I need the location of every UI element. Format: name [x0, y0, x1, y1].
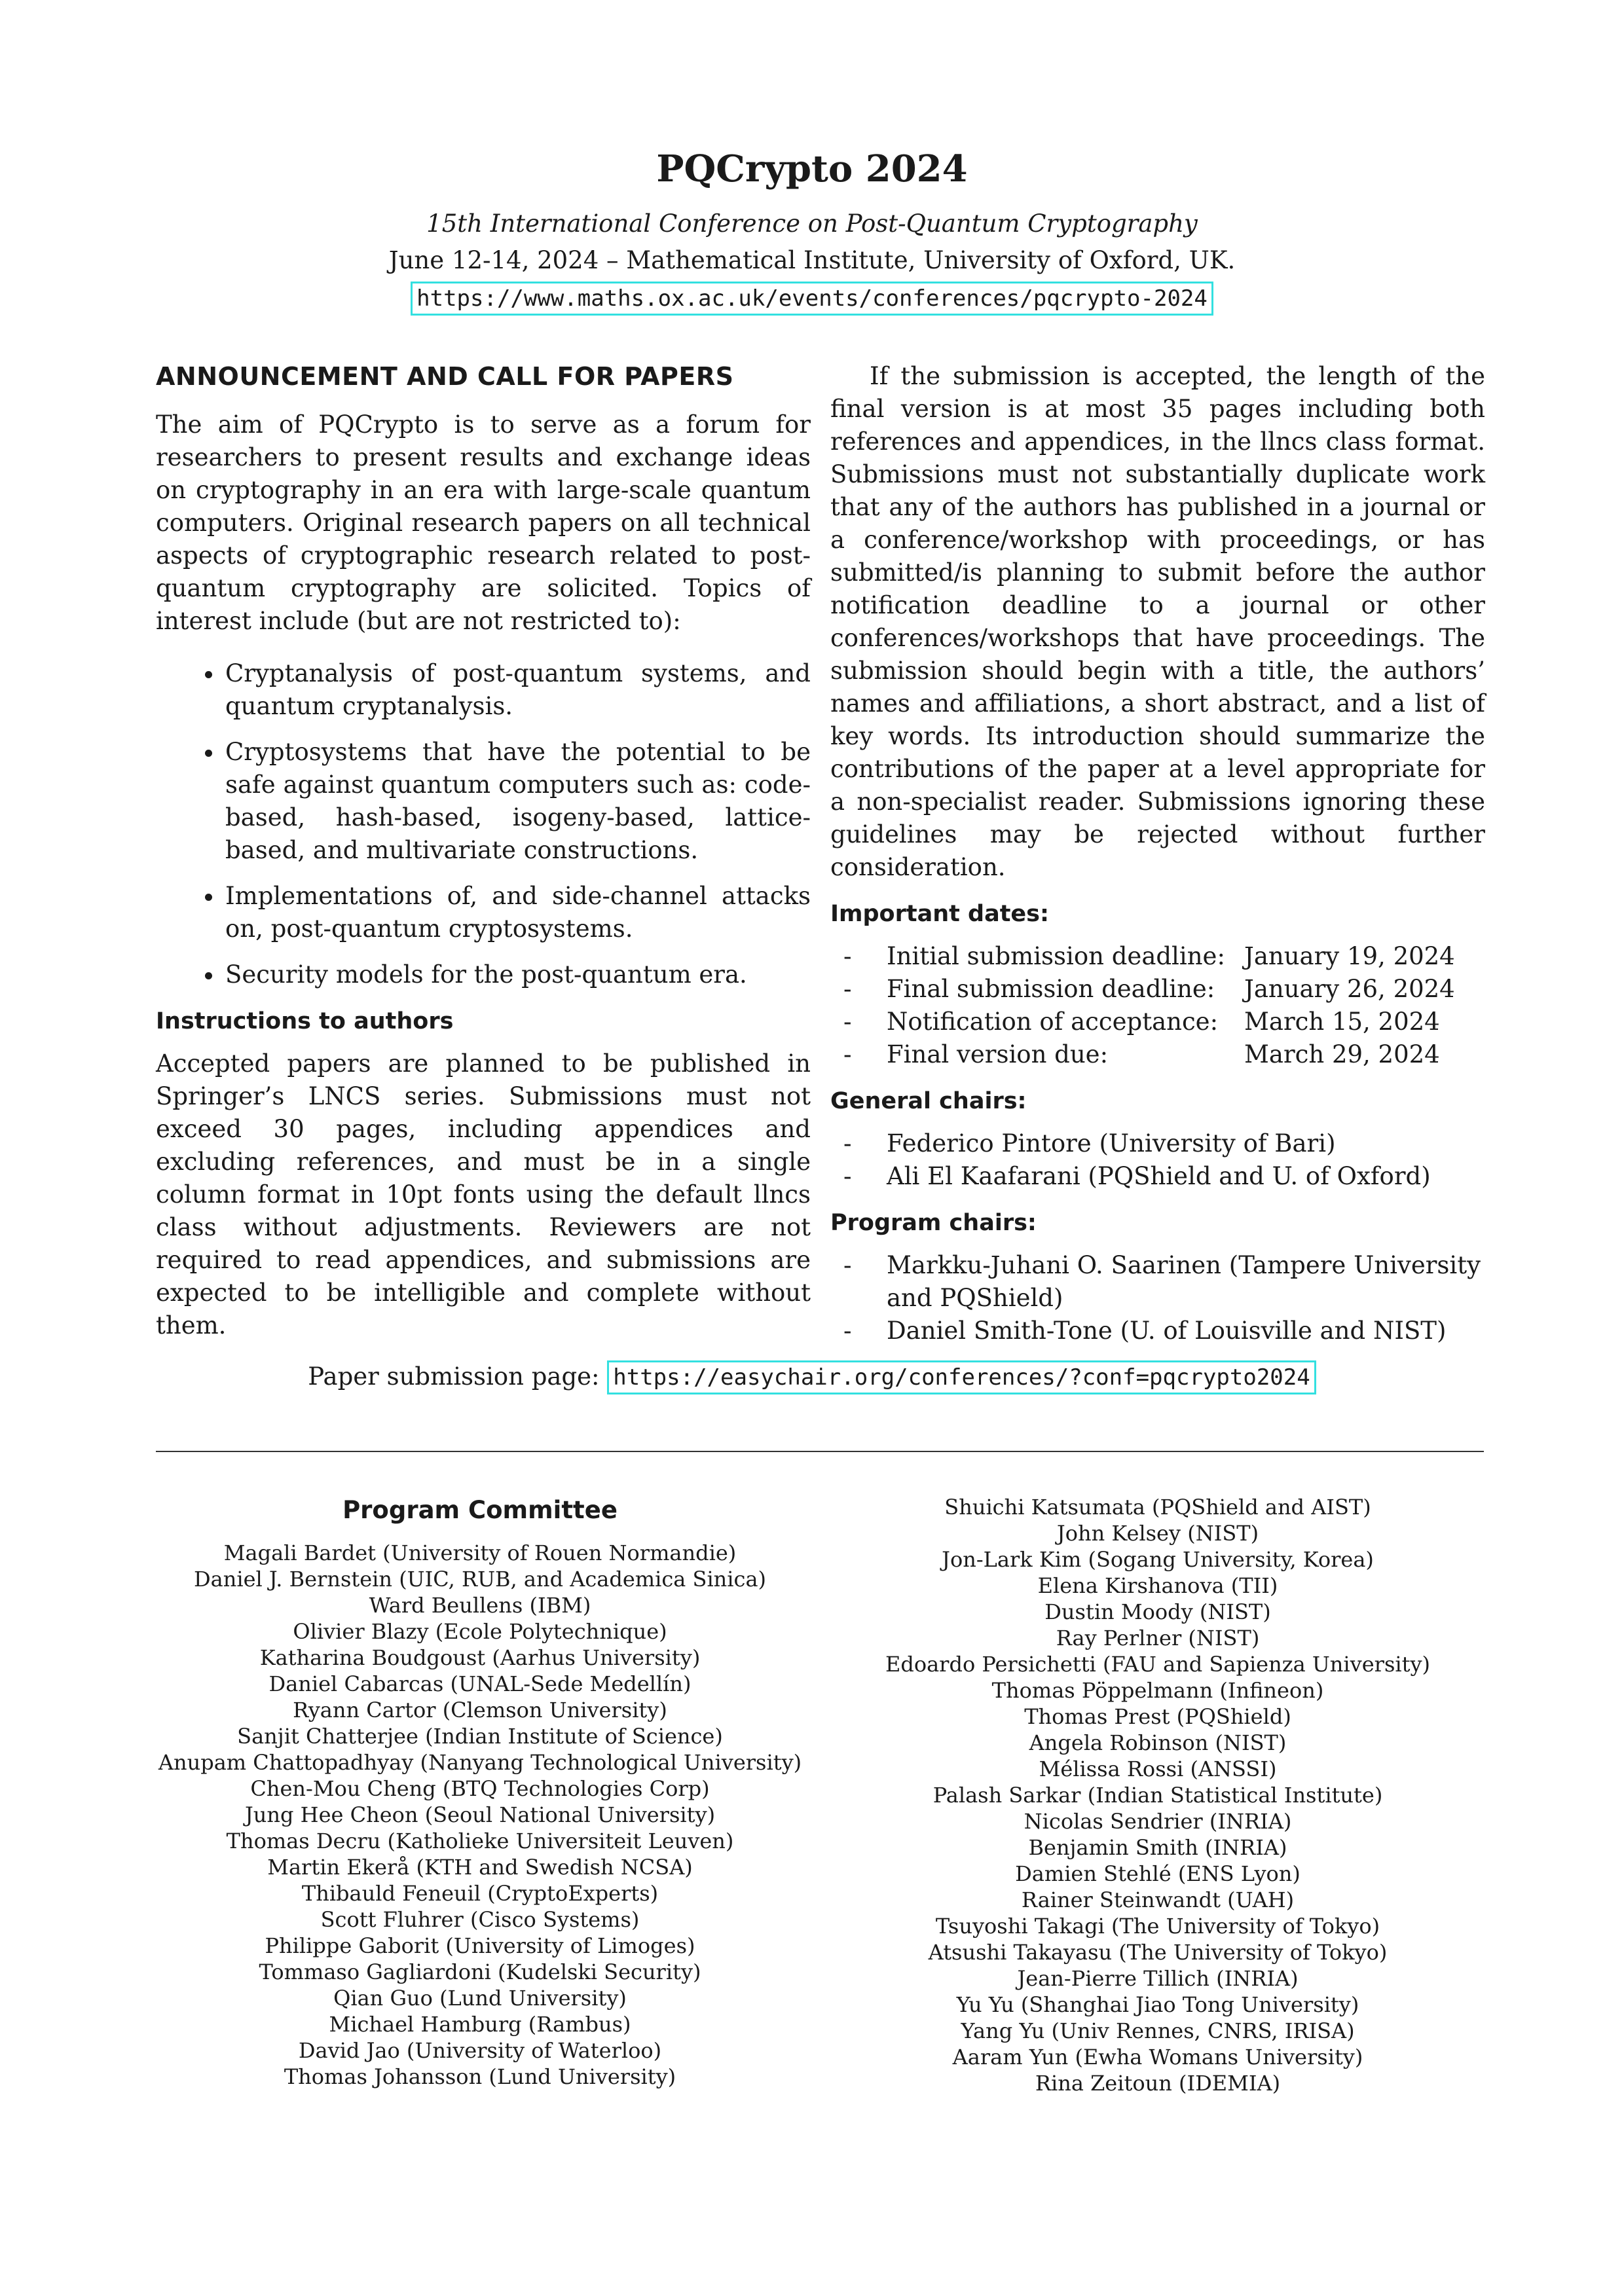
announcement-intro: The aim of PQCrypto is to serve as a forum for researchers to present results and exchange ideas on cryptography in an era with large-scale quantum computers. Original research papers on all technical aspects of cryptographic research related to post-quantum cryptography are solicited. Topics of interest include (but are not restricted to):	[156, 410, 811, 635]
committee-member: Palash Sarkar (Indian Statistical Institute)	[932, 1783, 1383, 1808]
general-chair-item: - Ali El Kaafarani (PQShield and U. of Oxford)	[843, 1162, 1431, 1190]
committee-heading: Program Committee	[342, 1496, 618, 1524]
committee-member: Angela Robinson (NIST)	[1029, 1730, 1287, 1755]
date-value: January 26, 2024	[1244, 975, 1455, 1003]
committee-member: Elena Kirshanova (TII)	[1037, 1573, 1278, 1598]
committee-right-list	[830, 1494, 1485, 2096]
date-label: Initial submission deadline:	[887, 942, 1225, 970]
committee-member: Atsushi Takayasu (The University of Tokyo)	[928, 1940, 1388, 1965]
program-chair-item: - Daniel Smith-Tone (U. of Louisville and NIST)	[843, 1317, 1447, 1345]
general-chair-item: - Federico Pintore (University of Bari)	[843, 1129, 1336, 1157]
committee-member: Michael Hamburg (Rambus)	[329, 2012, 631, 2037]
committee-member: Daniel J. Bernstein (UIC, RUB, and Academica Sinica)	[193, 1567, 766, 1592]
committee-member: Tommaso Gagliardoni (Kudelski Security)	[259, 1959, 701, 1984]
dates-heading: Important dates:	[830, 901, 1050, 927]
conference-dateline: June 12-14, 2024 – Mathematical Institute, University of Oxford, UK.	[388, 246, 1236, 274]
date-label: Notification of acceptance:	[887, 1008, 1219, 1036]
right-column	[830, 360, 1485, 1347]
topic-item: • Implementations of, and side-channel attacks on, post-quantum cryptosystems.	[224, 880, 811, 945]
topic-item: • Cryptanalysis of post-quantum systems, and quantum cryptanalysis.	[224, 657, 811, 723]
committee-member: Thomas Johansson (Lund University)	[284, 2064, 676, 2089]
committee-member: Rainer Steinwandt (UAH)	[1021, 1887, 1295, 1912]
committee-member: Thibauld Feneuil (CryptoExperts)	[301, 1881, 659, 1906]
submission-url-link[interactable]: https://easychair.org/conferences/?conf=pqcrypto2024	[607, 1360, 1316, 1394]
instructions-paragraph-1: Accepted papers are planned to be published in Springer’s LNCS series. Submissions must not exceed 30 pages, including appendices and excluding references, and must be in a single column format in 10pt fonts using the default llncs class without adjustments. Reviewers are not required to read appendices, and submissions are expected to be intelligible and complete without them.	[156, 1049, 811, 1339]
committee-member: Martin Ekerå (KTH and Swedish NCSA)	[267, 1855, 693, 1880]
date-row: - Final version due: March 29, 2024	[843, 1038, 1455, 1071]
committee-member: Jean-Pierre Tillich (INRIA)	[1017, 1966, 1299, 1991]
committee-member: Anupam Chattopadhyay (Nanyang Technological University)	[158, 1750, 802, 1775]
committee-member: John Kelsey (NIST)	[1056, 1521, 1259, 1546]
program-chairs-list	[830, 1249, 1485, 1347]
topic-item: • Security models for the post-quantum era.	[224, 958, 811, 991]
left-column	[156, 360, 811, 1342]
committee-member: Sanjit Chatterjee (Indian Institute of Science)	[237, 1724, 723, 1749]
header	[0, 143, 1624, 321]
date-label: Final version due:	[887, 1040, 1109, 1068]
committee-member: Thomas Prest (PQShield)	[1024, 1704, 1291, 1729]
conference-url-link[interactable]: https://www.maths.ox.ac.uk/events/conferences/pqcrypto-2024	[411, 282, 1213, 316]
committee-member: Olivier Blazy (Ecole Polytechnique)	[293, 1619, 667, 1644]
topic-item: • Cryptosystems that have the potential to be safe against quantum computers such as: code-based, hash-based, isogeny-based, lattice-based, and multivariate constructions.	[224, 736, 811, 867]
date-value: January 19, 2024	[1244, 942, 1455, 970]
instructions-heading: Instructions to authors	[156, 1008, 454, 1034]
committee-member: Scott Fluhrer (Cisco Systems)	[320, 1907, 640, 1932]
committee-member: Qian Guo (Lund University)	[333, 1986, 627, 2011]
committee-member: Damien Stehlé (ENS Lyon)	[1015, 1861, 1301, 1886]
committee-member: Aaram Yun (Ewha Womans University)	[952, 2045, 1363, 2069]
committee-member: Ryann Cartor (Clemson University)	[293, 1698, 667, 1722]
committee-member: David Jao (University of Waterloo)	[298, 2038, 662, 2063]
committee-member: Edoardo Persichetti (FAU and Sapienza University)	[885, 1652, 1431, 1677]
committee-member: Chen-Mou Cheng (BTQ Technologies Corp)	[250, 1776, 710, 1801]
instructions-paragraph-2: If the submission is accepted, the length of the final version is at most 35 pages including both references and appendices, in the llncs class format. Submissions must not substantially duplicate work that any of the authors has published in a journal or a conference/workshop with proceedings, or has submitted/is planning to submit before the author notification deadline to a journal or other conferences/workshops that have proceedings. The submission should begin with a title, the authors’ names and affiliations, a short abstract, and a list of key words. Its introduction should summarize the contributions of the paper at a level appropriate for a non-specialist reader. Submissions ignoring these guidelines may be rejected without further consideration.	[830, 362, 1485, 881]
date-row: - Initial submission deadline: January 19, 2024	[843, 940, 1455, 973]
committee-member: Yu Yu (Shanghai Jiao Tong University)	[956, 1992, 1359, 2017]
date-row: - Final submission deadline: January 26, 2024	[843, 973, 1455, 1006]
committee-member: Shuichi Katsumata (PQShield and AIST)	[944, 1495, 1371, 1520]
committee-member: Dustin Moody (NIST)	[1044, 1599, 1271, 1624]
committee-member: Ward Beullens (IBM)	[369, 1593, 591, 1618]
date-row: - Notification of acceptance: March 15, 2024	[843, 1006, 1455, 1038]
committee-member: Yang Yu (Univ Rennes, CNRS, IRISA)	[961, 2018, 1355, 2043]
committee-member: Tsuyoshi Takagi (The University of Tokyo)	[935, 1914, 1380, 1939]
committee-left-list	[156, 1540, 804, 2090]
submission-line	[0, 1358, 1624, 1395]
date-value: March 15, 2024	[1244, 1008, 1440, 1036]
committee-member: Philippe Gaborit (University of Limoges)	[265, 1933, 695, 1958]
program-chair-item: - Markku-Juhani O. Saarinen (Tampere University and PQShield)	[843, 1251, 1481, 1312]
committee-member: Ray Perlner (NIST)	[1056, 1626, 1260, 1650]
general-chairs-heading: General chairs:	[830, 1088, 1027, 1114]
date-label: Final submission deadline:	[887, 975, 1215, 1003]
committee-member: Katharina Boudgoust (Aarhus University)	[259, 1645, 701, 1670]
announcement-heading: ANNOUNCEMENT AND CALL FOR PAPERS	[156, 362, 734, 391]
committee-member: Magali Bardet (University of Rouen Normandie)	[223, 1540, 737, 1565]
committee-member: Thomas Decru (Katholieke Universiteit Leuven)	[226, 1829, 734, 1853]
conference-title: PQCrypto 2024	[656, 147, 968, 191]
program-chairs-heading: Program chairs:	[830, 1210, 1037, 1236]
date-value: March 29, 2024	[1244, 1040, 1440, 1068]
topics-list	[156, 657, 811, 991]
horizontal-rule	[156, 1451, 1484, 1452]
committee-right-column	[830, 1494, 1485, 2096]
committee-member: Thomas Pöppelmann (Infineon)	[991, 1678, 1324, 1703]
submission-label: Paper submission page:	[308, 1362, 600, 1391]
committee-member: Nicolas Sendrier (INRIA)	[1024, 1809, 1292, 1834]
committee-left-column	[156, 1494, 804, 2090]
dates-table	[843, 940, 1455, 1071]
committee-member: Mélissa Rossi (ANSSI)	[1039, 1757, 1277, 1781]
committee-member: Benjamin Smith (INRIA)	[1028, 1835, 1287, 1860]
committee-member: Jon-Lark Kim (Sogang University, Korea)	[942, 1547, 1374, 1572]
general-chairs-list	[830, 1127, 1485, 1193]
committee-member: Jung Hee Cheon (Seoul National University)	[244, 1802, 716, 1827]
committee-member: Daniel Cabarcas (UNAL-Sede Medellín)	[268, 1671, 692, 1696]
conference-subtitle: 15th International Conference on Post-Quantum Cryptography	[426, 210, 1198, 238]
committee-member: Rina Zeitoun (IDEMIA)	[1035, 2071, 1281, 2096]
